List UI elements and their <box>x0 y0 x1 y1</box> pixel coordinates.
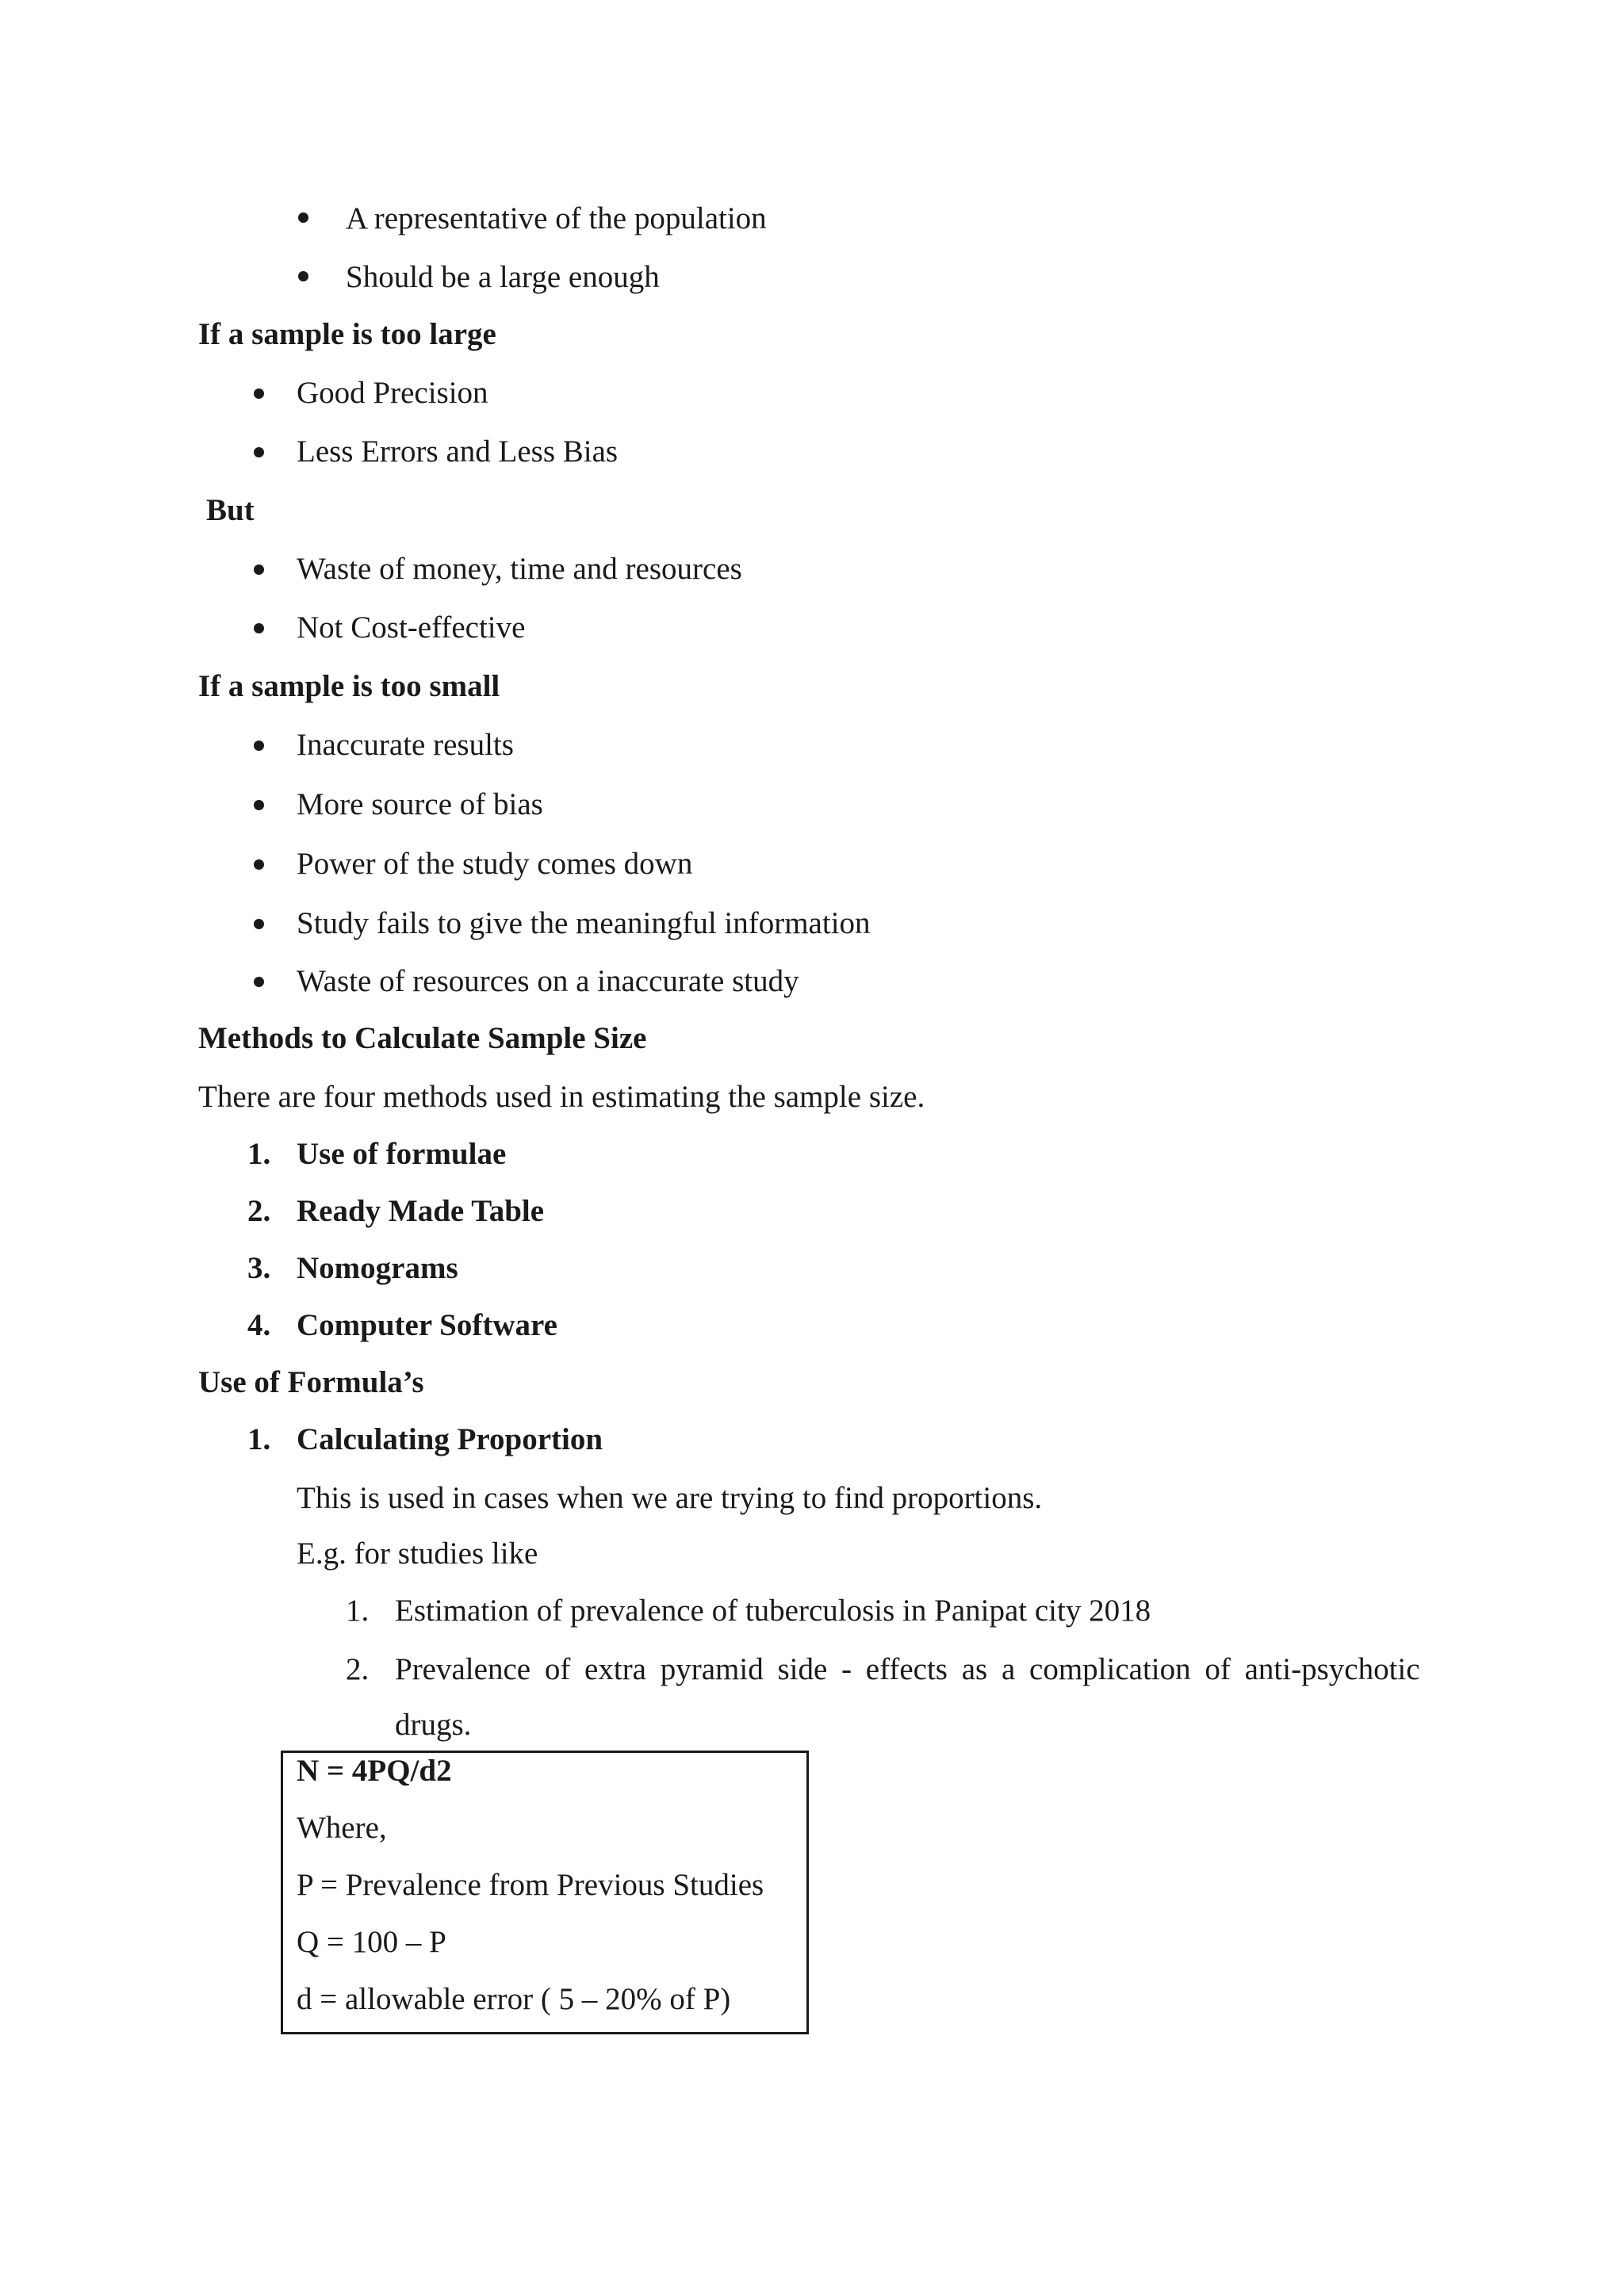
bullet-icon <box>254 800 264 810</box>
formula: N = 4PQ/d2 <box>297 1754 452 1788</box>
formula-q-definition: Q = 100 – P <box>297 1925 446 1959</box>
method-item: Use of formulae <box>297 1137 507 1171</box>
formula-where: Where, <box>297 1811 387 1845</box>
bullet-icon <box>254 564 264 575</box>
bullet-icon <box>254 447 264 457</box>
proportion-example-intro: E.g. for studies like <box>297 1536 538 1571</box>
formula-d-definition: d = allowable error ( 5 – 20% of P) <box>297 1982 731 2016</box>
method-item: Nomograms <box>297 1251 458 1285</box>
proportion-title: Calculating Proportion <box>297 1422 603 1456</box>
list-item: Inaccurate results <box>297 728 514 762</box>
list-item: Waste of money, time and resources <box>297 552 742 586</box>
method-item: Ready Made Table <box>297 1194 545 1228</box>
method-item: Computer Software <box>297 1308 557 1342</box>
example-item <box>395 1654 1434 1685</box>
bullet-icon <box>254 740 264 751</box>
list-item: Study fails to give the meaningful information <box>297 906 871 940</box>
list-item: Should be a large enough <box>346 260 660 294</box>
list-item: A representative of the population <box>346 201 767 235</box>
list-number: 1. <box>247 1422 271 1456</box>
list-number: 2. <box>346 1652 370 1686</box>
example-item: Estimation of prevalence of tuberculosis in Panipat city 2018 <box>395 1594 1151 1628</box>
section-heading-small: If a sample is too small <box>198 669 500 703</box>
list-item: Good Precision <box>297 376 488 410</box>
section-heading-large: If a sample is too large <box>198 317 496 351</box>
list-number: 4. <box>247 1308 271 1342</box>
list-item: Power of the study comes down <box>297 847 693 881</box>
list-item: Not Cost-effective <box>297 610 526 645</box>
list-number: 3. <box>247 1251 271 1285</box>
list-item: More source of bias <box>297 787 543 821</box>
proportion-desc: This is used in cases when we are trying to find proportions. <box>297 1481 1043 1515</box>
list-number: 2. <box>247 1194 271 1228</box>
list-number: 1. <box>247 1137 271 1171</box>
bullet-icon <box>254 623 264 633</box>
list-item: Waste of resources on a inaccurate study <box>297 964 799 998</box>
example-item-text: Prevalence of extra pyramid side - effects as a complication of anti-psychotic <box>395 1652 1420 1686</box>
bullet-icon <box>254 859 264 870</box>
bullet-icon <box>298 271 308 281</box>
bullet-icon <box>254 388 264 399</box>
but-label: But <box>206 493 255 527</box>
bullet-icon <box>254 977 264 987</box>
section-heading-formula: Use of Formula’s <box>198 1365 424 1399</box>
section-heading-methods: Methods to Calculate Sample Size <box>198 1021 647 1055</box>
bullet-icon <box>298 212 308 223</box>
bullet-icon <box>254 919 264 929</box>
formula-p-definition: P = Prevalence from Previous Studies <box>297 1868 764 1902</box>
list-item: Less Errors and Less Bias <box>297 434 619 469</box>
list-number: 1. <box>346 1594 370 1628</box>
example-item-continuation: drugs. <box>395 1708 472 1742</box>
methods-intro: There are four methods used in estimating the sample size. <box>198 1080 925 1114</box>
